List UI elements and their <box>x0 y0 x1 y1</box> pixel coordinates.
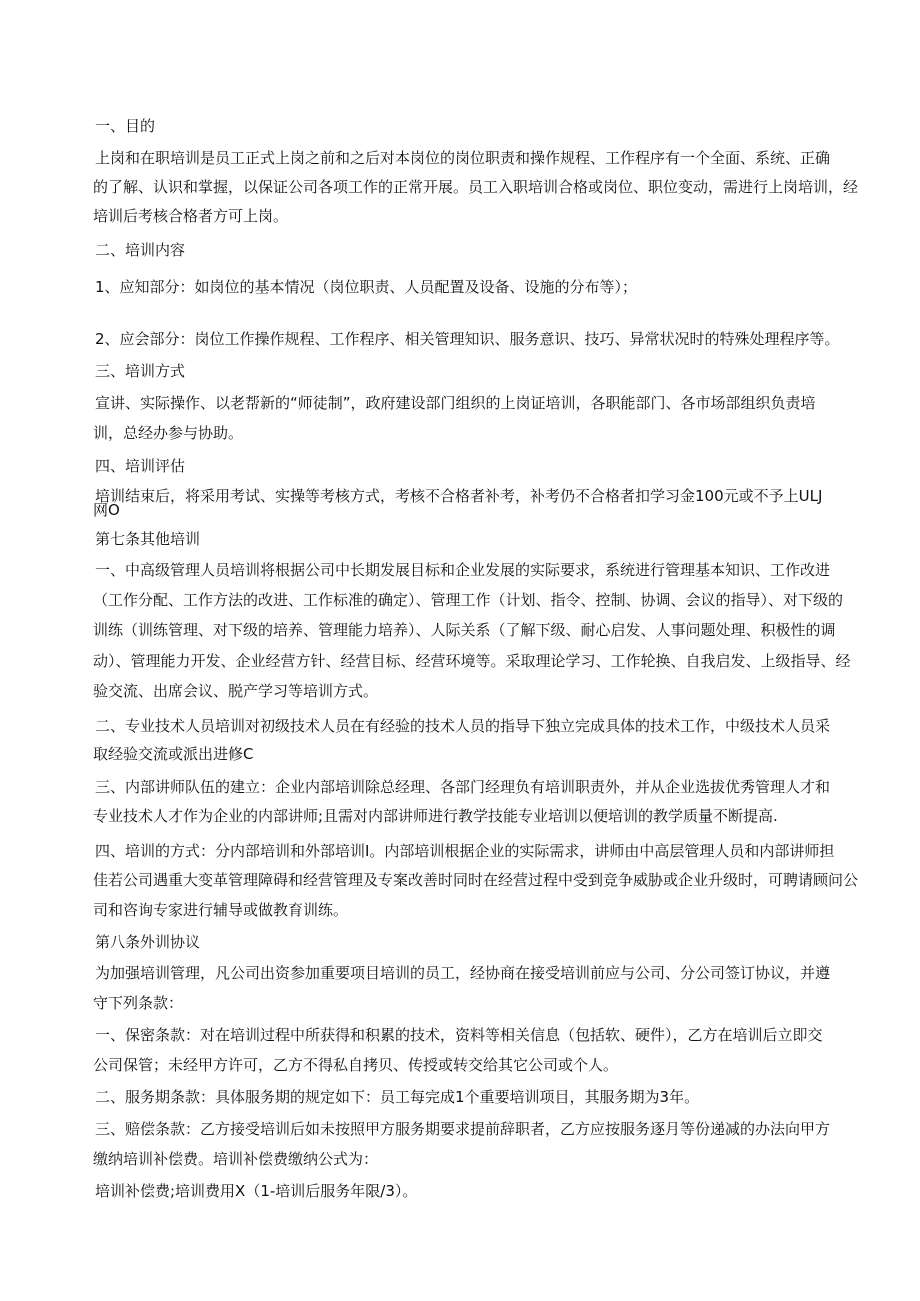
paragraph-line: 宣讲、实际操作、以老帮新的“师徒制”，政府建设部门组织的上岗证培训，各职能部门、各市场部组织负责培 <box>95 394 816 412</box>
paragraph-line: 动）、管理能力开发、企业经营方针、经营目标、经营环境等。采取理论学习、工作轮换、自我启发、上级指导、经 <box>93 652 851 670</box>
paragraph-line: 二、服务期条款：具体服务期的规定如下：员工每完成1个重要培训项目，其服务期为3年。 <box>95 1088 700 1106</box>
paragraph-line: 培训结束后，将采用考试、实操等考核方式，考核不合格者补考，补考仍不合格者扣学习金100元或不予上ULJ <box>95 487 823 505</box>
paragraph-line: 三、内部讲师队伍的建立：企业内部培训除总经理、各部门经理负有培训职责外，并从企业选拔优秀管理人才和 <box>95 778 831 796</box>
paragraph-line: 训，总经办参与协助。 <box>93 424 244 442</box>
paragraph-line: 取经验交流或派出进修C <box>93 745 254 763</box>
heading-training-content: 二、培训内容 <box>95 241 186 259</box>
paragraph-line: 缴纳培训补偿费。培训补偿费缴纳公式为： <box>93 1150 379 1168</box>
paragraph-line: 为加强培训管理，凡公司出资参加重要项目培训的员工，经协商在接受培训前应与公司、分公司签订协议，并遵 <box>95 964 831 982</box>
paragraph-line: 佳若公司遇重大变革管理障碍和经营管理及专案改善时同时在经营过程中受到竞争威胁或企业升级时，可聘请顾问公 <box>93 871 859 889</box>
heading-article-7: 第七条其他培训 <box>95 530 201 548</box>
heading-training-evaluation: 四、培训评估 <box>95 457 186 475</box>
paragraph-line: 网O <box>93 501 120 519</box>
heading-purpose: 一、目的 <box>95 117 156 135</box>
paragraph-line: 四、培训的方式：分内部培训和外部培训I。内部培训根据企业的实际需求，讲师由中高层管理人员和内部讲师担 <box>95 842 835 860</box>
paragraph-line: 2、应会部分：岗位工作操作规程、工作程序、相关管理知识、服务意识、技巧、异常状况时的特殊处理程序等。 <box>95 330 840 348</box>
paragraph-line: 验交流、出席会议、脱产学习等培训方式。 <box>93 682 379 700</box>
paragraph-line: （工作分配、工作方法的改进、工作标准的确定）、管理工作（计划、指令、控制、协调、会议的指导）、对下级的 <box>93 591 844 609</box>
paragraph-line: 公司保管；未经甲方许可，乙方不得私自拷贝、传授或转交给其它公司或个人。 <box>93 1056 619 1074</box>
heading-training-method: 三、培训方式 <box>95 362 186 380</box>
paragraph-line: 一、保密条款：对在培训过程中所获得和积累的技术，资料等相关信息（包括软、硬件），乙方在培训后立即交 <box>95 1026 823 1044</box>
paragraph-line: 一、中高级管理人员培训将根据公司中长期发展目标和企业发展的实际要求，系统进行管理基本知识、工作改进 <box>95 561 831 579</box>
paragraph-line: 三、赔偿条款：乙方接受培训后如未按照甲方服务期要求提前辞职者，乙方应按服务逐月等份递减的办法向甲方 <box>95 1120 831 1138</box>
paragraph-line: 二、专业技术人员培训对初级技术人员在有经验的技术人员的指导下独立完成具体的技术工作，中级技术人员采 <box>95 717 831 735</box>
formula-line: 培训补偿费;培训费用X（1-培训后服务年限/3）。 <box>95 1182 418 1200</box>
heading-article-8: 第八条外训协议 <box>95 933 201 951</box>
paragraph-line: 培训后考核合格者方可上岗。 <box>93 207 289 225</box>
paragraph-line: 1、应知部分：如岗位的基本情况（岗位职责、人员配置及设备、设施的分布等）； <box>95 278 638 296</box>
paragraph-line: 司和咨询专家进行辅导或做教育训练。 <box>93 901 349 919</box>
paragraph-line: 训练（训练管理、对下级的培养、管理能力培养）、人际关系（了解下级、耐心启发、人事问题处理、积极性的调 <box>93 621 836 639</box>
paragraph-line: 的了解、认识和掌握，以保证公司各项工作的正常开展。员工入职培训合格或岗位、职位变动，需进行上岗培训，经 <box>93 178 859 196</box>
paragraph-line: 守下列条款： <box>93 994 184 1012</box>
paragraph-line: 专业技术人才作为企业的内部讲师;且需对内部讲师进行教学技能专业培训以便培训的教学质量不断提高. <box>93 807 778 825</box>
paragraph-line: 上岗和在职培训是员工正式上岗之前和之后对本岗位的岗位职责和操作规程、工作程序有一个全面、系统、正确 <box>95 149 831 167</box>
